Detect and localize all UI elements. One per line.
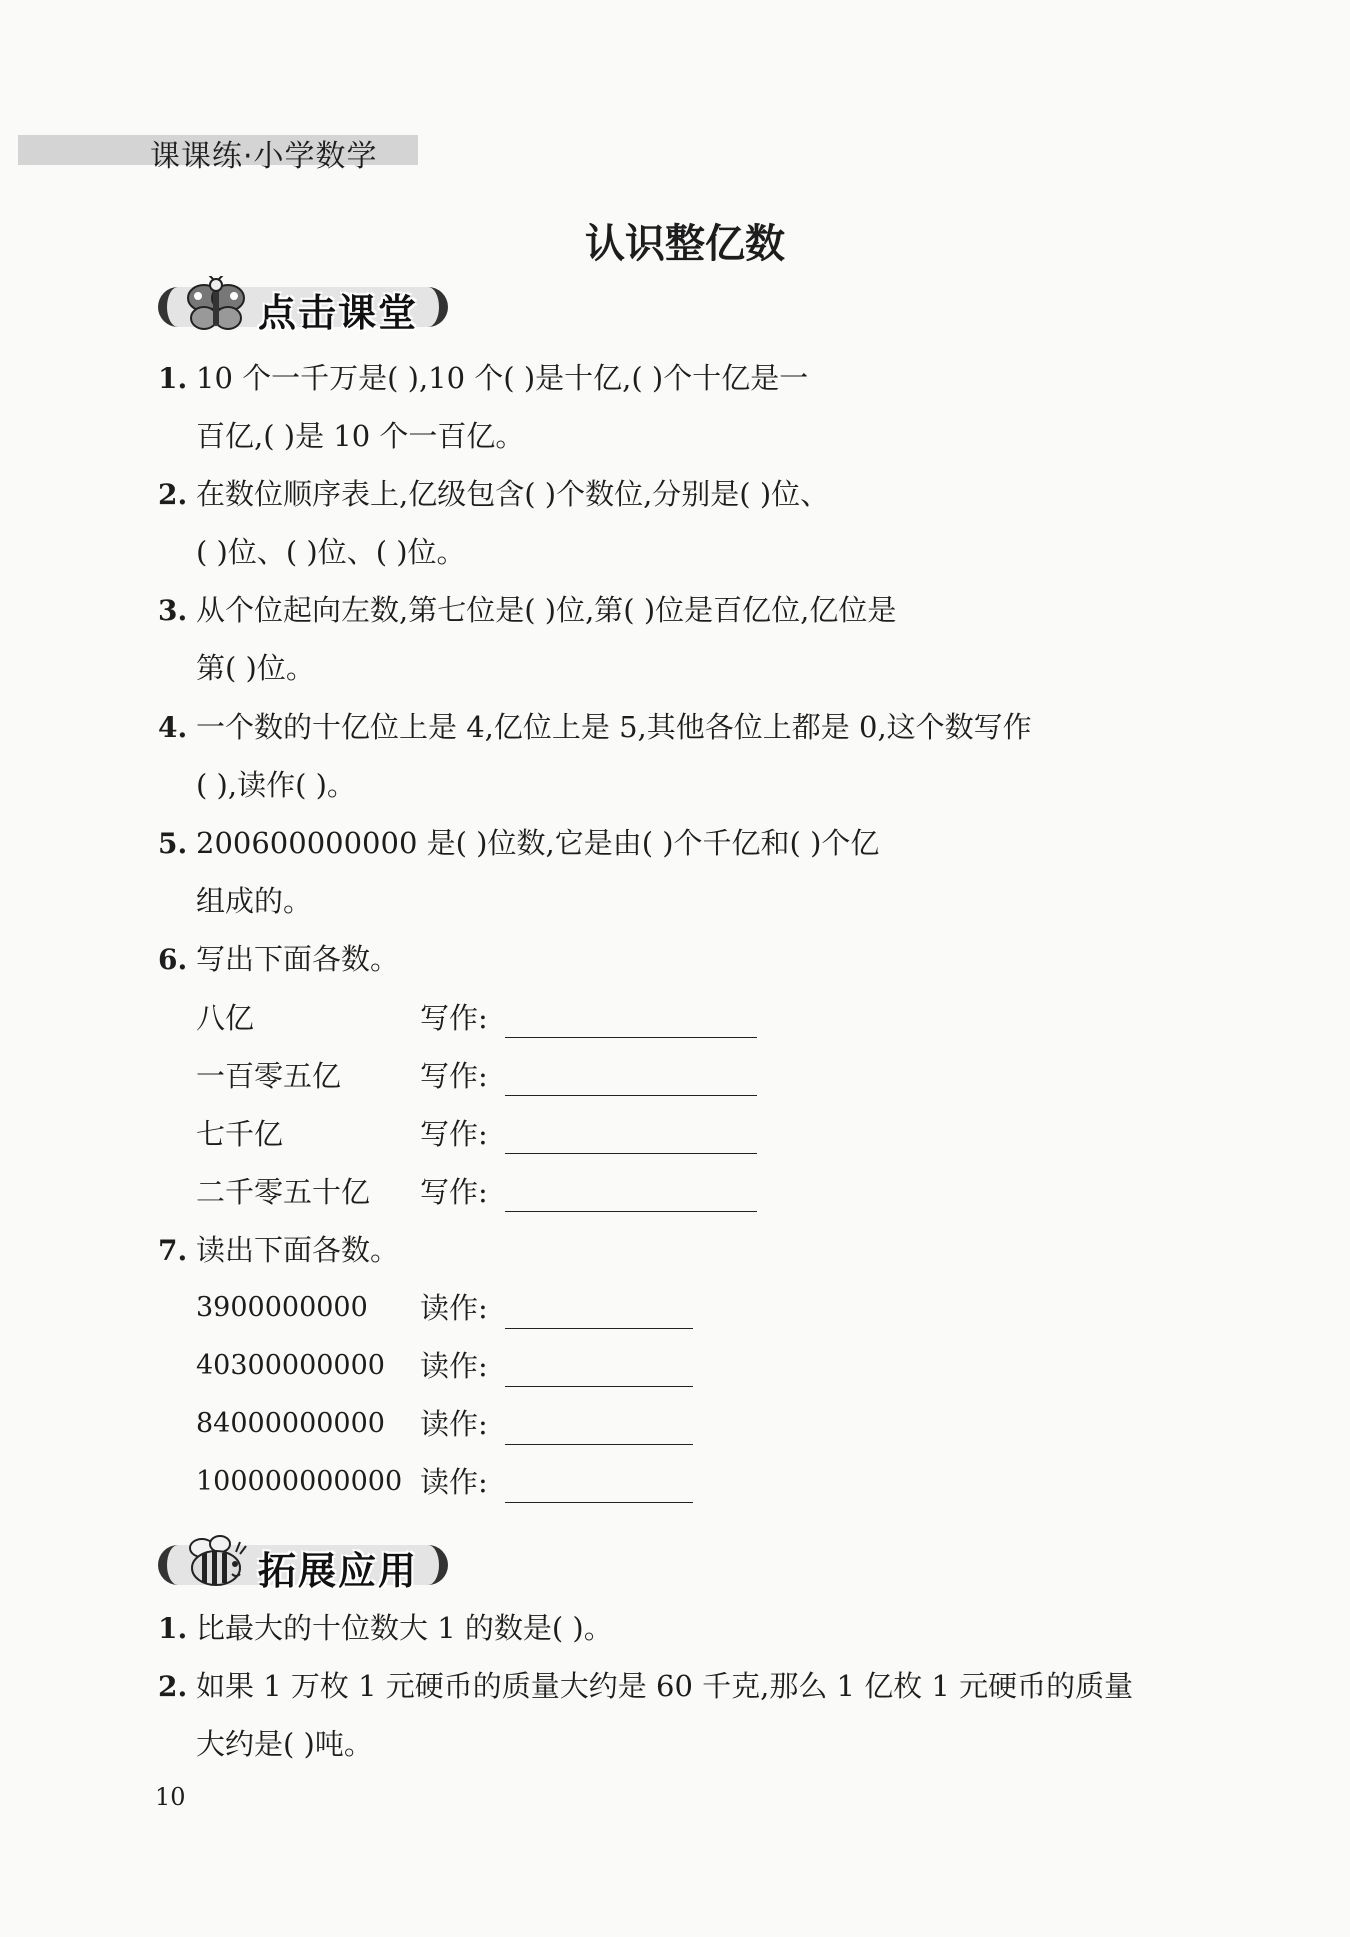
write-prompt: 写作:	[420, 1001, 488, 1035]
question-line: 写出下面各数。	[196, 942, 400, 976]
question-line: ( )位、( )位、( )位。	[196, 535, 466, 569]
question-line: 200600000000 是( )位数,它是由( )个千亿和( )个亿	[196, 826, 880, 860]
question-number: 1.	[158, 362, 188, 395]
question-line: 从个位起向左数,第七位是( )位,第( )位是百亿位,亿位是	[196, 593, 897, 627]
read-prompt: 读作:	[420, 1349, 488, 1383]
question-number: 4.	[158, 711, 188, 744]
question-number: 2.	[158, 1670, 188, 1703]
question-number: 3.	[158, 594, 188, 627]
page-title: 认识整亿数	[585, 221, 785, 267]
answer-blank[interactable]	[505, 1298, 693, 1329]
question-line: 组成的。	[196, 884, 313, 918]
section-label: 拓展应用	[258, 1549, 419, 1593]
answer-blank[interactable]	[505, 1181, 757, 1212]
question-line: 读出下面各数。	[196, 1233, 400, 1267]
question-line: 百亿,( )是 10 个一百亿。	[196, 419, 525, 453]
answer-blank[interactable]	[505, 1007, 757, 1038]
question-line: 比最大的十位数大 1 的数是( )。	[196, 1611, 613, 1645]
question-line: 如果 1 万枚 1 元硬币的质量大约是 60 千克,那么 1 亿枚 1 元硬币的质量	[196, 1669, 1134, 1703]
question-line: 10 个一千万是( ),10 个( )是十亿,( )个十亿是一	[196, 361, 809, 395]
write-prompt: 写作:	[420, 1059, 488, 1093]
answer-blank[interactable]	[505, 1356, 693, 1387]
read-prompt: 读作:	[420, 1291, 488, 1325]
read-number: 100000000000	[196, 1466, 403, 1497]
read-prompt: 读作:	[420, 1465, 488, 1499]
question-line: 一个数的十亿位上是 4,亿位上是 5,其他各位上都是 0,这个数写作	[196, 710, 1032, 744]
section-label: 点击课堂	[258, 291, 419, 335]
write-word: 七千亿	[196, 1117, 284, 1151]
write-word: 二千零五十亿	[196, 1175, 371, 1209]
write-prompt: 写作:	[420, 1175, 488, 1209]
write-word: 八亿	[196, 1001, 255, 1035]
book-header: 课课练·小学数学	[150, 139, 378, 174]
question-line: ( ),读作( )。	[196, 768, 356, 802]
question-line: 大约是( )吨。	[196, 1727, 373, 1761]
butterfly-icon	[184, 276, 248, 334]
read-number: 3900000000	[196, 1292, 368, 1323]
page-number: 10	[155, 1783, 186, 1811]
bee-icon	[184, 1534, 248, 1592]
read-prompt: 读作:	[420, 1407, 488, 1441]
question-line: 在数位顺序表上,亿级包含( )个数位,分别是( )位、	[196, 477, 830, 511]
write-word: 一百零五亿	[196, 1059, 342, 1093]
section-banner-classroom	[158, 282, 448, 335]
write-prompt: 写作:	[420, 1117, 488, 1151]
question-number: 1.	[158, 1612, 188, 1645]
read-number: 40300000000	[196, 1350, 385, 1381]
question-line: 第( )位。	[196, 651, 315, 685]
answer-blank[interactable]	[505, 1123, 757, 1154]
question-number: 6.	[158, 943, 188, 976]
question-number: 5.	[158, 827, 188, 860]
section-banner-extension	[158, 1540, 448, 1593]
answer-blank[interactable]	[505, 1414, 693, 1445]
question-number: 7.	[158, 1234, 188, 1267]
question-number: 2.	[158, 478, 188, 511]
read-number: 84000000000	[196, 1408, 385, 1439]
answer-blank[interactable]	[505, 1065, 757, 1096]
answer-blank[interactable]	[505, 1472, 693, 1503]
